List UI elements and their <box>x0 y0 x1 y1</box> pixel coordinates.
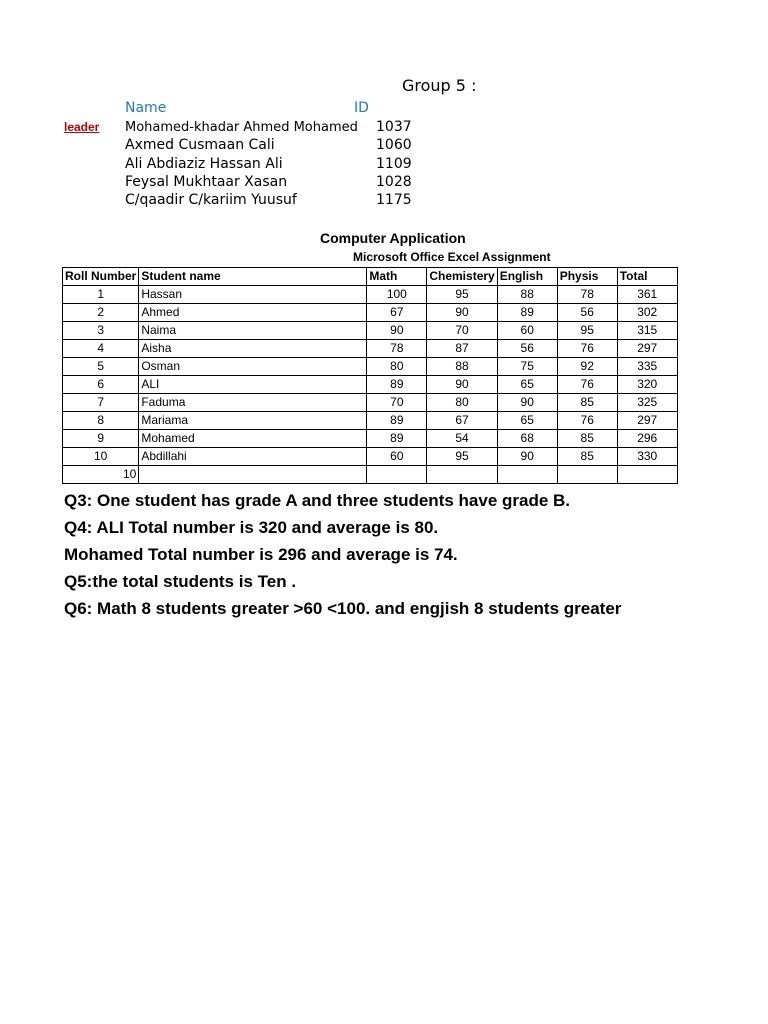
column-header-physis: Physis <box>557 268 617 286</box>
cell: 4 <box>63 340 139 358</box>
cell: 320 <box>617 376 677 394</box>
cell: Aisha <box>139 340 367 358</box>
empty-cell <box>427 466 497 484</box>
cell: 80 <box>367 358 427 376</box>
cell: 95 <box>427 286 497 304</box>
cell: 85 <box>557 394 617 412</box>
table-row <box>63 286 678 304</box>
cell: 68 <box>497 430 557 448</box>
table-row <box>63 304 678 322</box>
cell: 76 <box>557 376 617 394</box>
cell: 330 <box>617 448 677 466</box>
cell: 9 <box>63 430 139 448</box>
cell: 325 <box>617 394 677 412</box>
table-row <box>63 412 678 430</box>
cell: 90 <box>367 322 427 340</box>
cell: 60 <box>497 322 557 340</box>
column-header-student-name: Student name <box>139 268 367 286</box>
empty-cell <box>497 466 557 484</box>
cell: 6 <box>63 376 139 394</box>
cell: 361 <box>617 286 677 304</box>
cell: Abdillahi <box>139 448 367 466</box>
table-row <box>63 448 678 466</box>
cell: 10 <box>63 448 139 466</box>
cell: 75 <box>497 358 557 376</box>
column-header-english: English <box>497 268 557 286</box>
cell: 297 <box>617 340 677 358</box>
leader-label: leader <box>64 120 100 134</box>
cell: 89 <box>497 304 557 322</box>
cell: 3 <box>63 322 139 340</box>
cell: 95 <box>557 322 617 340</box>
cell: 56 <box>557 304 617 322</box>
cell: ALI <box>139 376 367 394</box>
member-id: 1060 <box>376 137 412 153</box>
cell: Naima <box>139 322 367 340</box>
cell: 90 <box>497 448 557 466</box>
member-name: Axmed Cusmaan Cali <box>125 137 275 153</box>
cell: 90 <box>427 376 497 394</box>
column-header-math: Math <box>367 268 427 286</box>
cell: 100 <box>367 286 427 304</box>
member-name: Feysal Mukhtaar Xasan <box>125 174 288 190</box>
cell: Osman <box>139 358 367 376</box>
table-row <box>63 322 678 340</box>
cell: 5 <box>63 358 139 376</box>
cell: 296 <box>617 430 677 448</box>
id-column-header: ID <box>354 100 369 116</box>
cell: 60 <box>367 448 427 466</box>
table-row <box>63 340 678 358</box>
member-id: 1109 <box>376 156 412 172</box>
cell: 7 <box>63 394 139 412</box>
cell: 70 <box>427 322 497 340</box>
cell: Mariama <box>139 412 367 430</box>
cell: 89 <box>367 412 427 430</box>
answer-q6: Q6: Math 8 students greater >60 <100. and engjish 8 students greater <box>64 599 622 618</box>
answer-q4-mohamed: Mohamed Total number is 296 and average is 74. <box>64 545 458 564</box>
cell: 78 <box>557 286 617 304</box>
cell: Faduma <box>139 394 367 412</box>
member-id: 1028 <box>376 174 412 190</box>
cell: 54 <box>427 430 497 448</box>
answer-q3: Q3: One student has grade A and three students have grade B. <box>64 491 571 510</box>
table-row <box>63 430 678 448</box>
group-title: Group 5 : <box>402 76 477 95</box>
column-header-roll-number: Roll Number <box>63 268 139 286</box>
table-row-count <box>63 466 678 484</box>
cell: 302 <box>617 304 677 322</box>
cell: 76 <box>557 412 617 430</box>
cell: 67 <box>427 412 497 430</box>
answer-q4: Q4: ALI Total number is 320 and average is 80. <box>64 518 439 537</box>
cell: 8 <box>63 412 139 430</box>
empty-cell <box>617 466 677 484</box>
table-row <box>63 376 678 394</box>
sheet-subtitle: Microsoft Office Excel Assignment <box>353 250 551 264</box>
cell: Hassan <box>139 286 367 304</box>
cell: 87 <box>427 340 497 358</box>
cell: 92 <box>557 358 617 376</box>
empty-cell <box>367 466 427 484</box>
cell: 85 <box>557 448 617 466</box>
cell: 315 <box>617 322 677 340</box>
column-header-chemistery: Chemistery <box>427 268 497 286</box>
member-name: Ali Abdiaziz Hassan Ali <box>125 156 283 172</box>
cell: 67 <box>367 304 427 322</box>
cell: 90 <box>427 304 497 322</box>
cell: 88 <box>427 358 497 376</box>
cell: 89 <box>367 430 427 448</box>
member-id: 1175 <box>376 192 412 208</box>
cell: 1 <box>63 286 139 304</box>
cell: 89 <box>367 376 427 394</box>
cell: 85 <box>557 430 617 448</box>
table-header-row <box>63 268 678 286</box>
answer-q5: Q5:the total students is Ten . <box>64 572 297 591</box>
column-header-total: Total <box>617 268 677 286</box>
cell: 90 <box>497 394 557 412</box>
table-row <box>63 394 678 412</box>
cell: 95 <box>427 448 497 466</box>
cell: 76 <box>557 340 617 358</box>
cell: 80 <box>427 394 497 412</box>
cell: 2 <box>63 304 139 322</box>
cell: 335 <box>617 358 677 376</box>
cell: 56 <box>497 340 557 358</box>
cell: 78 <box>367 340 427 358</box>
name-column-header: Name <box>125 100 167 116</box>
cell: 88 <box>497 286 557 304</box>
member-name: Mohamed-khadar Ahmed Mohamed <box>125 120 358 135</box>
table-row <box>63 358 678 376</box>
cell: 65 <box>497 376 557 394</box>
cell: Ahmed <box>139 304 367 322</box>
empty-cell <box>139 466 367 484</box>
cell: 65 <box>497 412 557 430</box>
empty-cell <box>557 466 617 484</box>
cell: Mohamed <box>139 430 367 448</box>
member-id: 1037 <box>376 119 412 135</box>
member-name: C/qaadir C/kariim Yuusuf <box>125 192 297 208</box>
cell: 70 <box>367 394 427 412</box>
cell: 297 <box>617 412 677 430</box>
grades-table <box>62 267 678 484</box>
student-count-cell: 10 <box>63 466 139 484</box>
sheet-title: Computer Application <box>320 230 466 246</box>
